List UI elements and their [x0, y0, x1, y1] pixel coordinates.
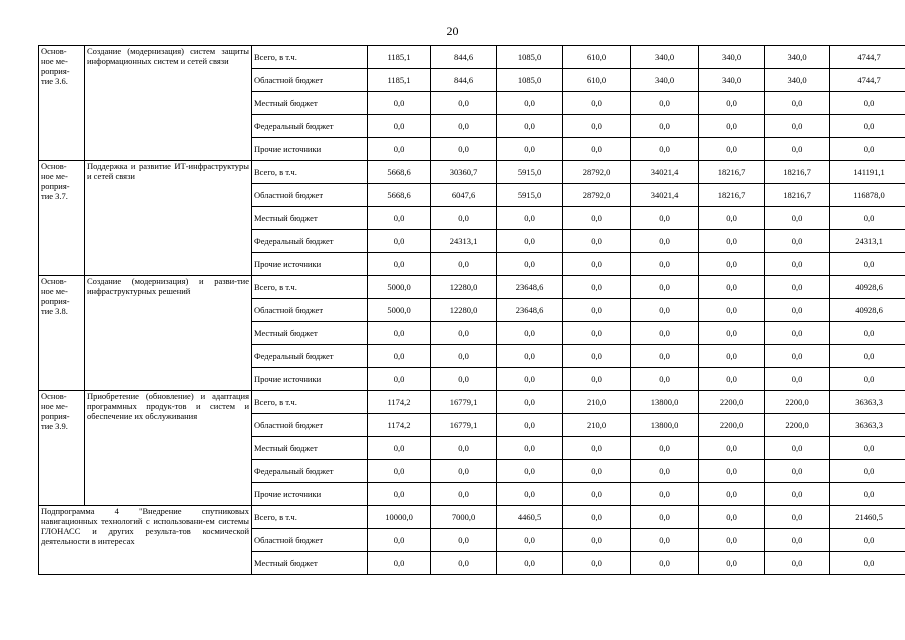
amount-cell: 0,0	[431, 483, 497, 506]
amount-cell: 0,0	[830, 115, 905, 138]
amount-cell: 0,0	[497, 529, 563, 552]
funding-source-cell: Областной бюджет	[252, 299, 368, 322]
amount-cell: 116878,0	[830, 184, 905, 207]
amount-cell: 0,0	[431, 138, 497, 161]
amount-cell: 5000,0	[368, 276, 431, 299]
amount-cell: 0,0	[631, 92, 699, 115]
amount-cell: 0,0	[631, 299, 699, 322]
funding-source-cell: Местный бюджет	[252, 322, 368, 345]
amount-cell: 0,0	[830, 207, 905, 230]
amount-cell: 30360,7	[431, 161, 497, 184]
amount-cell: 0,0	[563, 483, 631, 506]
amount-cell: 0,0	[765, 483, 830, 506]
amount-cell: 0,0	[631, 506, 699, 529]
amount-cell: 0,0	[368, 483, 431, 506]
amount-cell: 0,0	[830, 253, 905, 276]
amount-cell: 13800,0	[631, 391, 699, 414]
amount-cell: 0,0	[830, 138, 905, 161]
amount-cell: 0,0	[563, 345, 631, 368]
amount-cell: 0,0	[631, 253, 699, 276]
amount-cell: 0,0	[563, 322, 631, 345]
amount-cell: 5668,6	[368, 161, 431, 184]
amount-cell: 5915,0	[497, 184, 563, 207]
amount-cell: 0,0	[368, 92, 431, 115]
amount-cell: 4744,7	[830, 46, 905, 69]
amount-cell: 23648,6	[497, 276, 563, 299]
amount-cell: 0,0	[699, 230, 765, 253]
amount-cell: 0,0	[631, 368, 699, 391]
amount-cell: 6047,6	[431, 184, 497, 207]
amount-cell: 0,0	[368, 529, 431, 552]
amount-cell: 0,0	[765, 345, 830, 368]
amount-cell: 0,0	[563, 115, 631, 138]
amount-cell: 1085,0	[497, 69, 563, 92]
amount-cell: 0,0	[765, 207, 830, 230]
amount-cell: 340,0	[631, 46, 699, 69]
amount-cell: 0,0	[368, 437, 431, 460]
funding-source-cell: Областной бюджет	[252, 414, 368, 437]
amount-cell: 0,0	[631, 230, 699, 253]
amount-cell: 0,0	[699, 437, 765, 460]
activity-code: Основ-ное ме-роприя-тие 3.6.	[41, 46, 70, 86]
budget-table	[38, 45, 905, 575]
amount-cell: 0,0	[497, 460, 563, 483]
activity-code-cell	[39, 46, 85, 161]
amount-cell: 7000,0	[431, 506, 497, 529]
amount-cell: 0,0	[631, 276, 699, 299]
amount-cell: 0,0	[631, 460, 699, 483]
amount-cell: 0,0	[563, 92, 631, 115]
amount-cell: 0,0	[699, 253, 765, 276]
amount-cell: 610,0	[563, 46, 631, 69]
amount-cell: 0,0	[699, 115, 765, 138]
amount-cell: 0,0	[830, 552, 905, 575]
amount-cell: 0,0	[368, 460, 431, 483]
amount-cell: 0,0	[830, 345, 905, 368]
subprogram-description-cell: Подпрограмма 4 "Внедрение спутниковых навигационных технологий с использовани-ем системы ГЛОНАСС и других результа-тов космической деятельности в интересах	[39, 506, 252, 575]
amount-cell: 0,0	[497, 437, 563, 460]
funding-source-cell: Областной бюджет	[252, 529, 368, 552]
budget-table-body	[39, 46, 905, 575]
amount-cell: 0,0	[765, 437, 830, 460]
amount-cell: 28792,0	[563, 184, 631, 207]
amount-cell: 0,0	[631, 207, 699, 230]
amount-cell: 0,0	[368, 115, 431, 138]
amount-cell: 0,0	[699, 92, 765, 115]
amount-cell: 0,0	[699, 483, 765, 506]
amount-cell: 0,0	[431, 529, 497, 552]
amount-cell: 210,0	[563, 414, 631, 437]
amount-cell: 0,0	[563, 299, 631, 322]
amount-cell: 610,0	[563, 69, 631, 92]
amount-cell: 0,0	[830, 322, 905, 345]
table-row	[39, 276, 905, 299]
amount-cell: 40928,6	[830, 299, 905, 322]
amount-cell: 844,6	[431, 69, 497, 92]
amount-cell: 0,0	[699, 322, 765, 345]
amount-cell: 5915,0	[497, 161, 563, 184]
amount-cell: 0,0	[431, 322, 497, 345]
amount-cell: 0,0	[431, 437, 497, 460]
amount-cell: 141191,1	[830, 161, 905, 184]
activity-code-cell	[39, 161, 85, 276]
amount-cell: 2200,0	[699, 391, 765, 414]
amount-cell: 24313,1	[830, 230, 905, 253]
amount-cell: 1185,1	[368, 46, 431, 69]
activity-description-cell: Поддержка и развитие ИТ-инфраструктуры и сетей связи	[85, 161, 252, 276]
amount-cell: 24313,1	[431, 230, 497, 253]
funding-source-cell: Федеральный бюджет	[252, 115, 368, 138]
amount-cell: 23648,6	[497, 299, 563, 322]
amount-cell: 0,0	[497, 368, 563, 391]
amount-cell: 0,0	[497, 253, 563, 276]
amount-cell: 0,0	[431, 253, 497, 276]
amount-cell: 0,0	[368, 253, 431, 276]
amount-cell: 0,0	[830, 529, 905, 552]
amount-cell: 36363,3	[830, 414, 905, 437]
amount-cell: 0,0	[368, 552, 431, 575]
amount-cell: 40928,6	[830, 276, 905, 299]
amount-cell: 0,0	[431, 207, 497, 230]
funding-source-cell: Всего, в т.ч.	[252, 506, 368, 529]
amount-cell: 0,0	[497, 552, 563, 575]
amount-cell: 0,0	[563, 437, 631, 460]
amount-cell: 13800,0	[631, 414, 699, 437]
amount-cell: 0,0	[497, 207, 563, 230]
amount-cell: 0,0	[699, 138, 765, 161]
amount-cell: 0,0	[368, 322, 431, 345]
funding-source-cell: Прочие источники	[252, 368, 368, 391]
amount-cell: 0,0	[563, 460, 631, 483]
amount-cell: 340,0	[699, 69, 765, 92]
amount-cell: 34021,4	[631, 184, 699, 207]
amount-cell: 0,0	[631, 437, 699, 460]
amount-cell: 0,0	[830, 460, 905, 483]
amount-cell: 16779,1	[431, 414, 497, 437]
amount-cell: 28792,0	[563, 161, 631, 184]
amount-cell: 18216,7	[765, 184, 830, 207]
amount-cell: 0,0	[368, 230, 431, 253]
amount-cell: 0,0	[563, 253, 631, 276]
funding-source-cell: Федеральный бюджет	[252, 345, 368, 368]
amount-cell: 0,0	[631, 345, 699, 368]
amount-cell: 0,0	[765, 552, 830, 575]
amount-cell: 0,0	[765, 322, 830, 345]
table-row	[39, 46, 905, 69]
amount-cell: 0,0	[765, 276, 830, 299]
amount-cell: 0,0	[563, 506, 631, 529]
table-row	[39, 391, 905, 414]
amount-cell: 21460,5	[830, 506, 905, 529]
funding-source-cell: Областной бюджет	[252, 69, 368, 92]
amount-cell: 0,0	[765, 230, 830, 253]
amount-cell: 0,0	[699, 276, 765, 299]
amount-cell: 0,0	[830, 483, 905, 506]
amount-cell: 0,0	[431, 92, 497, 115]
funding-source-cell: Всего, в т.ч.	[252, 161, 368, 184]
amount-cell: 0,0	[830, 92, 905, 115]
funding-source-cell: Федеральный бюджет	[252, 460, 368, 483]
amount-cell: 5000,0	[368, 299, 431, 322]
amount-cell: 0,0	[497, 92, 563, 115]
amount-cell: 340,0	[765, 46, 830, 69]
amount-cell: 0,0	[431, 345, 497, 368]
amount-cell: 5668,6	[368, 184, 431, 207]
amount-cell: 844,6	[431, 46, 497, 69]
amount-cell: 0,0	[563, 552, 631, 575]
amount-cell: 0,0	[765, 92, 830, 115]
funding-source-cell: Местный бюджет	[252, 92, 368, 115]
amount-cell: 0,0	[431, 460, 497, 483]
amount-cell: 0,0	[431, 115, 497, 138]
amount-cell: 34021,4	[631, 161, 699, 184]
amount-cell: 0,0	[631, 552, 699, 575]
amount-cell: 0,0	[699, 529, 765, 552]
activity-description-cell: Создание (модернизация) систем защиты информационных систем и сетей связи	[85, 46, 252, 161]
amount-cell: 18216,7	[699, 184, 765, 207]
amount-cell: 0,0	[765, 368, 830, 391]
amount-cell: 2200,0	[765, 414, 830, 437]
funding-source-cell: Всего, в т.ч.	[252, 276, 368, 299]
amount-cell: 0,0	[368, 368, 431, 391]
amount-cell: 0,0	[765, 460, 830, 483]
amount-cell: 36363,3	[830, 391, 905, 414]
amount-cell: 4744,7	[830, 69, 905, 92]
amount-cell: 12280,0	[431, 299, 497, 322]
amount-cell: 340,0	[699, 46, 765, 69]
amount-cell: 0,0	[830, 368, 905, 391]
amount-cell: 0,0	[765, 115, 830, 138]
amount-cell: 0,0	[631, 115, 699, 138]
activity-code-cell	[39, 391, 85, 506]
funding-source-cell: Прочие источники	[252, 483, 368, 506]
amount-cell: 0,0	[368, 138, 431, 161]
amount-cell: 0,0	[497, 483, 563, 506]
amount-cell: 10000,0	[368, 506, 431, 529]
amount-cell: 0,0	[563, 138, 631, 161]
amount-cell: 0,0	[765, 506, 830, 529]
amount-cell: 0,0	[497, 230, 563, 253]
amount-cell: 0,0	[497, 138, 563, 161]
amount-cell: 0,0	[368, 207, 431, 230]
amount-cell: 0,0	[563, 276, 631, 299]
amount-cell: 0,0	[368, 345, 431, 368]
funding-source-cell: Федеральный бюджет	[252, 230, 368, 253]
amount-cell: 0,0	[699, 207, 765, 230]
activity-code: Основ-ное ме-роприя-тие 3.7.	[41, 161, 70, 201]
funding-source-cell: Прочие источники	[252, 253, 368, 276]
activity-code: Основ-ное ме-роприя-тие 3.9.	[41, 391, 70, 431]
funding-source-cell: Прочие источники	[252, 138, 368, 161]
page-number: 20	[446, 24, 459, 38]
funding-source-cell: Всего, в т.ч.	[252, 46, 368, 69]
amount-cell: 1185,1	[368, 69, 431, 92]
amount-cell: 0,0	[699, 506, 765, 529]
funding-source-cell: Местный бюджет	[252, 437, 368, 460]
amount-cell: 16779,1	[431, 391, 497, 414]
amount-cell: 340,0	[765, 69, 830, 92]
amount-cell: 0,0	[699, 552, 765, 575]
amount-cell: 2200,0	[699, 414, 765, 437]
amount-cell: 0,0	[631, 138, 699, 161]
amount-cell: 1085,0	[497, 46, 563, 69]
amount-cell: 0,0	[765, 529, 830, 552]
amount-cell: 0,0	[431, 368, 497, 391]
amount-cell: 0,0	[563, 529, 631, 552]
amount-cell: 12280,0	[431, 276, 497, 299]
amount-cell: 0,0	[497, 115, 563, 138]
amount-cell: 0,0	[631, 483, 699, 506]
amount-cell: 0,0	[497, 414, 563, 437]
amount-cell: 18216,7	[699, 161, 765, 184]
amount-cell: 1174,2	[368, 414, 431, 437]
amount-cell: 0,0	[563, 207, 631, 230]
amount-cell: 0,0	[431, 552, 497, 575]
amount-cell: 0,0	[765, 253, 830, 276]
amount-cell: 0,0	[497, 345, 563, 368]
amount-cell: 0,0	[699, 299, 765, 322]
amount-cell: 0,0	[563, 230, 631, 253]
activity-description-cell: Приобретение (обновление) и адаптация программных продук-тов и систем и обеспечение их обслуживания	[85, 391, 252, 506]
funding-source-cell: Местный бюджет	[252, 552, 368, 575]
amount-cell: 210,0	[563, 391, 631, 414]
amount-cell: 18216,7	[765, 161, 830, 184]
activity-code: Основ-ное ме-роприя-тие 3.8.	[41, 276, 70, 316]
funding-source-cell: Всего, в т.ч.	[252, 391, 368, 414]
table-row	[39, 161, 905, 184]
amount-cell: 340,0	[631, 69, 699, 92]
amount-cell: 0,0	[563, 368, 631, 391]
amount-cell: 0,0	[699, 460, 765, 483]
amount-cell: 0,0	[631, 322, 699, 345]
amount-cell: 0,0	[631, 529, 699, 552]
funding-source-cell: Местный бюджет	[252, 207, 368, 230]
amount-cell: 0,0	[497, 322, 563, 345]
amount-cell: 4460,5	[497, 506, 563, 529]
amount-cell: 0,0	[699, 345, 765, 368]
amount-cell: 0,0	[830, 437, 905, 460]
amount-cell: 0,0	[765, 299, 830, 322]
funding-source-cell: Областной бюджет	[252, 184, 368, 207]
amount-cell: 2200,0	[765, 391, 830, 414]
activity-description-cell: Создание (модернизация) и разви-тие инфраструктурных решений	[85, 276, 252, 391]
table-row	[39, 506, 905, 529]
activity-code-cell	[39, 276, 85, 391]
amount-cell: 0,0	[497, 391, 563, 414]
amount-cell: 0,0	[699, 368, 765, 391]
amount-cell: 0,0	[765, 138, 830, 161]
amount-cell: 1174,2	[368, 391, 431, 414]
